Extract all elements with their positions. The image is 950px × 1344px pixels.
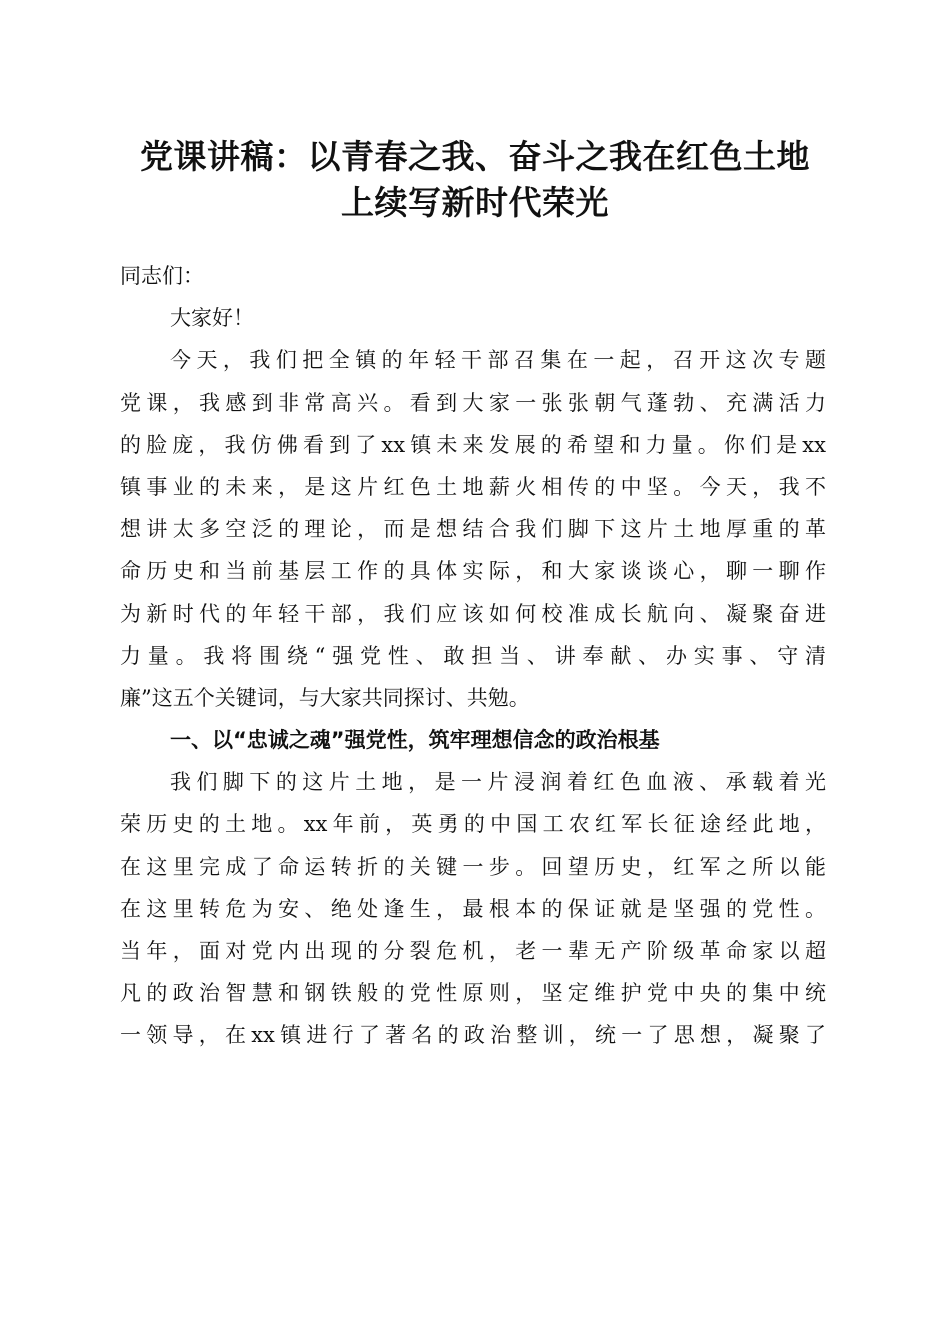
document-title [100,134,850,226]
paragraph1-line: 镇事业的未来，是这片红色土地薪火相传的中坚。今天，我不 [120,474,826,499]
paragraph1-line: 党课，我感到非常高兴。看到大家一张张朝气蓬勃、充满活力 [120,390,826,415]
paragraph1-line: 为新时代的年轻干部，我们应该如何校准成长航向、凝聚奋进 [120,601,826,626]
paragraph1-line: 命历史和当前基层工作的具体实际，和大家谈谈心，聊一聊作 [120,559,826,584]
paragraph1-line: 想讲太多空泛的理论，而是想结合我们脚下这片土地厚重的革 [120,517,826,542]
title-line-1: 党课讲稿：以青春之我、奋斗之我在红色土地 [140,137,810,176]
paragraph1-line: 力量。我将围绕“强党性、敢担当、讲奉献、办实事、守清 [120,643,826,668]
paragraph2-line: 一领导，在xx镇进行了著名的政治整训，统一了思想，凝聚了 [120,1023,826,1048]
paragraph2-line: 在这里完成了命运转折的关键一步。回望历史，红军之所以能 [120,854,826,879]
salutation: 同志们： [120,264,204,288]
paragraph1-line: 的脸庞，我仿佛看到了xx镇未来发展的希望和力量。你们是xx [120,432,826,457]
paragraph2-line: 当年，面对党内出现的分裂危机，老一辈无产阶级革命家以超 [120,939,826,963]
greeting: 大家好！ [170,306,254,331]
title-line-2: 上续写新时代荣光 [341,183,609,222]
document-body [120,255,826,1057]
paragraph2-line: 在这里转危为安、绝处逢生，最根本的保证就是坚强的党性。 [120,896,826,921]
paragraph1-line: 廉”这五个关键词，与大家共同探讨、共勉。 [120,685,530,710]
paragraph2-line: 凡的政治智慧和钢铁般的党性原则，坚定维护党中央的集中统 [120,981,826,1006]
section-heading-1: 一、以“忠诚之魂”强党性，筑牢理想信念的政治根基 [170,728,660,753]
paragraph2-line: 荣历史的土地。xx年前，英勇的中国工农红军长征途经此地， [120,812,826,837]
paragraph2-line: 我们脚下的这片土地，是一片浸润着红色血液、承载着光 [170,770,826,795]
paragraph1-line: 今天，我们把全镇的年轻干部召集在一起，召开这次专题 [170,348,826,373]
